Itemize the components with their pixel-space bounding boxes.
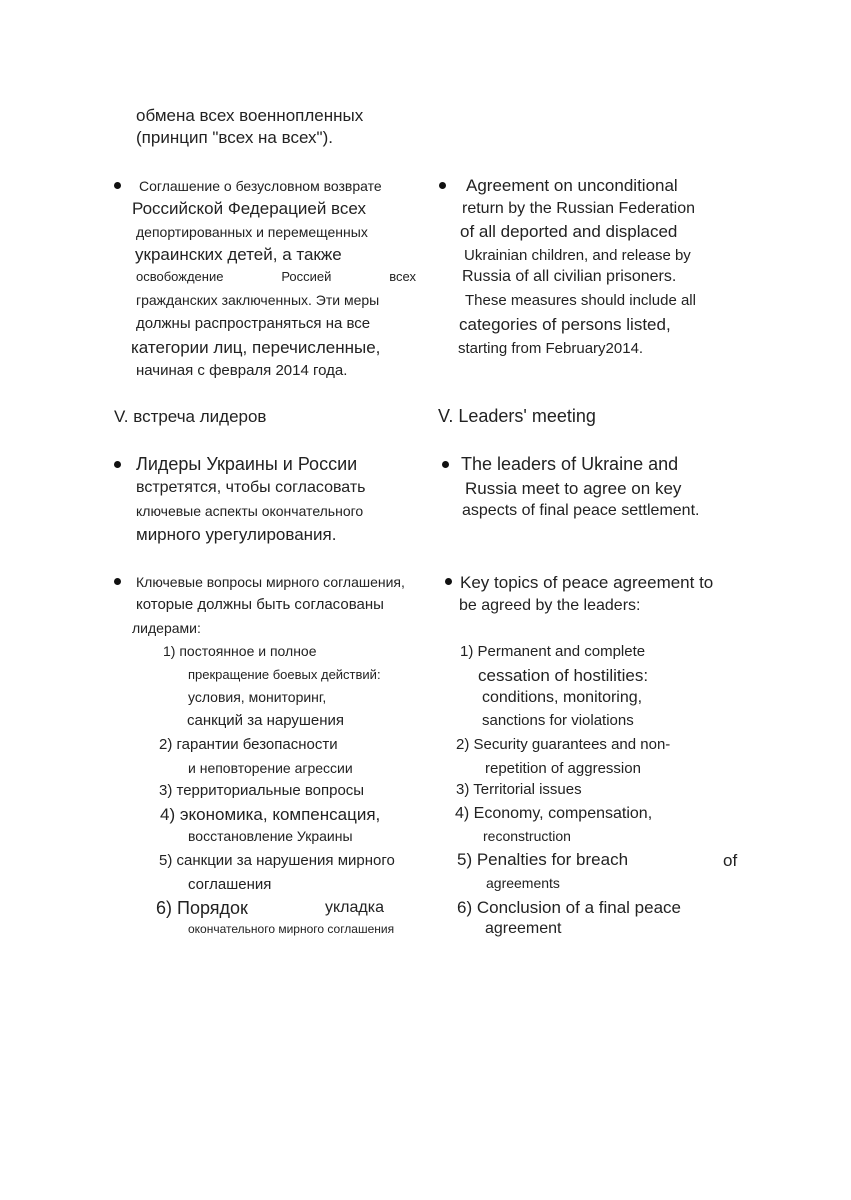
text-line: которые должны быть согласованы xyxy=(136,596,384,613)
list-item: окончательного мирного соглашения xyxy=(188,922,395,936)
list-item: 2) Security guarantees and non- xyxy=(456,736,671,753)
bullet-dot-icon xyxy=(442,461,449,468)
list-item: 2) гарантии безопасности xyxy=(159,736,338,753)
list-item: 5) Penalties for breach xyxy=(457,850,629,869)
list-item: 4) экономика, компенсация, xyxy=(160,805,381,824)
section-heading: V. встреча лидеров xyxy=(114,407,267,426)
list-item: cessation of hostilities: xyxy=(478,666,649,685)
list-item: соглашения xyxy=(188,876,272,893)
list-item: reconstruction xyxy=(483,828,571,844)
list-item: 3) Territorial issues xyxy=(456,781,582,798)
list-item: of xyxy=(723,851,738,870)
list-item: repetition of aggression xyxy=(485,760,641,777)
list-item: и неповторение агрессии xyxy=(188,760,353,776)
text-line: of all deported and displaced xyxy=(460,222,678,241)
text-line: Agreement on unconditional xyxy=(466,176,678,195)
text-line: Russia meet to agree on key xyxy=(465,479,682,498)
list-item: укладка xyxy=(325,899,384,916)
list-item: 6) Conclusion of a final peace xyxy=(457,898,681,917)
list-item: прекращение боевых действий: xyxy=(188,667,381,682)
text-line: be agreed by the leaders: xyxy=(459,597,641,614)
list-item: 5) санкции за нарушения мирного xyxy=(159,852,395,869)
text-line-justified: освобождение Россией всех xyxy=(136,269,416,284)
text-line: starting from February2014. xyxy=(458,340,644,357)
text-line: These measures should include all xyxy=(465,292,696,309)
text-line: Ключевые вопросы мирного соглашения, xyxy=(136,574,405,590)
list-item: 6) Порядок xyxy=(156,898,248,918)
list-item: 1) постоянное и полное xyxy=(163,643,317,659)
list-item: 1) Permanent and complete xyxy=(460,643,646,660)
text-line: депортированных и перемещенных xyxy=(136,224,368,240)
text-line: украинских детей, а также xyxy=(135,245,342,264)
list-item: conditions, monitoring, xyxy=(482,689,643,706)
text-line: встретятся, чтобы согласовать xyxy=(136,479,366,496)
text-line: Russia of all civilian prisoners. xyxy=(462,268,677,285)
text-line: категории лиц, перечисленные, xyxy=(131,338,381,357)
text-line: return by the Russian Federation xyxy=(462,200,696,217)
text-line: ключевые аспекты окончательного xyxy=(136,503,364,519)
bullet-dot-icon xyxy=(439,182,446,189)
text-line: Ukrainian children, and release by xyxy=(464,247,691,264)
list-item: 4) Economy, compensation, xyxy=(455,805,653,822)
text-line: Российской Федерацией всех xyxy=(132,199,366,218)
bullet-dot-icon xyxy=(445,578,452,585)
list-item: sanctions for violations xyxy=(482,712,634,729)
text-line: Лидеры Украины и России xyxy=(136,454,358,474)
list-item: условия, мониторинг, xyxy=(188,689,327,705)
list-item: санкций за нарушения xyxy=(187,712,345,729)
list-item: 3) территориальные вопросы xyxy=(159,782,365,799)
text-line: aspects of final peace settlement. xyxy=(462,502,700,519)
text-line: начиная с февраля 2014 года. xyxy=(136,362,348,379)
text-line: categories of persons listed, xyxy=(459,315,671,334)
intro-line: (принцип "всех на всех"). xyxy=(136,128,333,147)
text-line: Соглашение о безусловном возврате xyxy=(139,178,382,194)
text-line: должны распространяться на все xyxy=(136,315,371,332)
intro-line: обмена всех военнопленных xyxy=(136,106,364,125)
bullet-dot-icon xyxy=(114,578,121,585)
bullet-dot-icon xyxy=(114,182,121,189)
list-item: восстановление Украины xyxy=(188,828,353,844)
text-line: Key topics of peace agreement to xyxy=(460,573,714,592)
section-heading: V. Leaders' meeting xyxy=(438,406,596,426)
text-line: гражданских заключенных. Эти меры xyxy=(136,292,380,308)
text-line: мирного урегулирования. xyxy=(136,525,337,544)
text-line: The leaders of Ukraine and xyxy=(461,454,679,474)
text-line: лидерами: xyxy=(132,620,201,636)
bullet-dot-icon xyxy=(114,461,121,468)
list-item: agreement xyxy=(485,920,562,937)
list-item: agreements xyxy=(486,875,560,891)
